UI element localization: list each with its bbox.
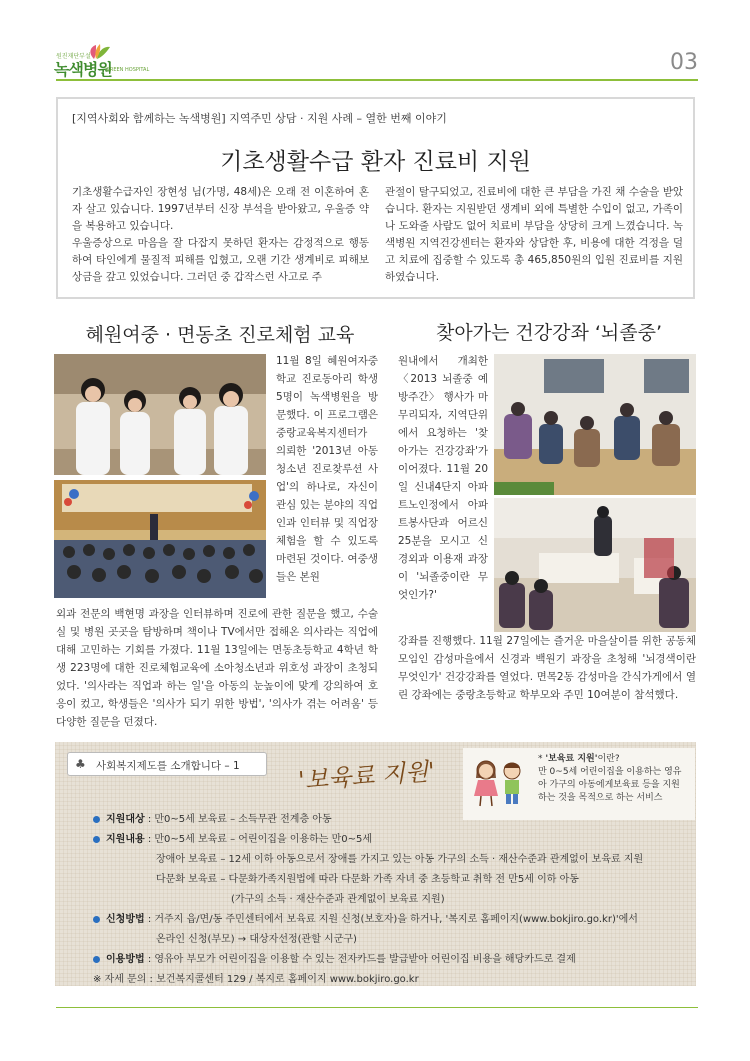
footer-divider: [56, 1007, 698, 1008]
article-text-bottom: 강좌를 진행했다. 11월 27일에는 즐거운 마을살이를 위한 공동체모임인 감성마을에서 신경과 백원기 과장을 초청해 '뇌경색이란 무엇인가' 건강강좌를 열었다. 면목2동 감성마을 간식가게에서 열린 강좌에는 중랑초등학교 학부모와 주민 10여분이 참석했다.: [398, 635, 696, 701]
list-item: [231, 890, 445, 910]
note-title: '보육료 지원': [545, 754, 598, 764]
item-text: : 만0~5세 보육료 – 어린이집을 이용하는 만0~5세: [144, 834, 373, 845]
photo-seniors-lecture: [494, 354, 696, 495]
logo-tagline: 원진재단부설: [56, 53, 91, 60]
photo-community-lecture: [494, 498, 696, 632]
clover-icon: ♣: [75, 757, 86, 771]
item-label: 신청방법: [106, 914, 145, 925]
note-text: 만 0~5세 어린이집을 이용하는 영유아 가구의 아동에게보육료 등을 지원하는 것을 목적으로 하는 서비스: [538, 767, 682, 803]
item-label: 이용방법: [106, 954, 145, 965]
article-kicker: [지역사회와 함께하는 녹색병원] 지역주민 상담 · 지원 사례 – 열한 번째 이야기: [72, 112, 447, 125]
article-title: 기초생활수급 환자 진료비 지원: [220, 149, 531, 175]
section-title-career: 혜원여중 · 면동초 진로체험 교육: [85, 324, 355, 346]
bullet-icon: [93, 816, 100, 823]
item-text: 다문화 보육료 – 다문화가족지원법에 따라 다문화 가족 자녀 중 초등학교 취학 전 만5세 이하 아동: [156, 874, 579, 885]
list-item: [93, 910, 638, 930]
item-label: 지원내용: [106, 834, 145, 845]
logo-english: GREEN HOSPITAL: [106, 67, 150, 73]
list-item: [93, 950, 576, 970]
header-divider: [56, 79, 698, 81]
paragraph: 우울증상으로 마음을 잘 다잡지 못하던 환자는 감정적으로 행동하여 타인에게 물질적 피해를 입혔고, 오랜 기간 생계비로 피해보상금을 갚고 있었습니다. 그러던 중 갑작스런 사고로 주: [72, 237, 369, 283]
photo-students: [54, 354, 266, 475]
welfare-title: '보육료 지원': [297, 757, 436, 795]
bullet-icon: [93, 956, 100, 963]
item-text: : 영유아 부모가 어린이집을 이용할 수 있는 전자카드를 발급받아 어린이집 비용을 해당카드로 결제: [144, 954, 576, 965]
section-title-lecture: 찾아가는 건강강좌 ‘뇌졸중’: [435, 322, 663, 344]
article-column-left: [72, 184, 369, 286]
item-text: (가구의 소득 · 재산수준과 관계없이 보육료 지원): [231, 894, 445, 905]
item-label: 지원대상: [106, 814, 145, 825]
article-text-side: 원내에서 개최한 〈2013 뇌졸중 예방주간〉 행사가 마무리되자, 지역단위에서 요청하는 '찾아가는 건강강좌'가 이어졌다. 11월 20일 신내4단지 아파트노인정에서 아파트봉사단과 어르신 25분을 모시고 신경외과 이용재 과장이 '뇌졸중이란 무엇인가?': [398, 355, 488, 601]
contact-line: ※ 자세 문의 : 보건복지콜센터 129 / 복지로 홈페이지 www.bokjiro.go.kr: [93, 974, 419, 985]
note-heading: * '보육료 지원'이란?: [538, 754, 620, 764]
list-item: [156, 870, 579, 890]
series-tab-label: 사회복지제도를 소개합니다 – 1: [96, 760, 240, 772]
article-column-right: [385, 184, 683, 286]
bullet-icon: [93, 916, 100, 923]
welfare-definition-note: [538, 753, 688, 805]
item-text: : 만0~5세 보육료 – 소득무관 전계층 아동: [144, 814, 332, 825]
page-number: 03: [670, 50, 698, 75]
list-item: [156, 930, 357, 950]
article-text-side: 11월 8일 혜원여자중학교 진로동아리 학생 5명이 녹색병원을 방문했다. 이 프로그램은 중랑교육복지센터가 의뢰한 '2013년 아동 청소년 진로찾루션 사업'의 하나로, 자신이 관심 있는 분야의 직업인과 인터뷰 및 직업장 체험을 할 수 있도록 마련된 것이다. 여중생들은 본원: [276, 355, 378, 583]
item-text: 장애아 보육료 – 12세 이하 아동으로서 장애를 가지고 있는 아동 가구의 소득 · 재산수준과 관계없이 보육료 지원: [156, 854, 644, 865]
list-item: [156, 850, 643, 870]
list-item: [93, 830, 372, 850]
photo-classroom: [54, 480, 266, 598]
paragraph: 관절이 탈구되었고, 진료비에 대한 큰 부담을 가진 채 수술을 받았습니다. 환자는 지원받던 생계비 외에 특별한 수입이 없고, 가족이나 도와줄 사람도 없어 치료비 부담을 상당히 크게 느꼈습니다. 녹색병원 지역건강센터는 환자와 상담한 후, 비용에 대한 걱정을 덜고 치료에 집중할 수 있도록 총 465,850원의 입원 진료비를 지원하였습니다.: [385, 186, 683, 283]
article-text-bottom: 외과 전문의 백현명 과장을 인터뷰하며 진로에 관한 질문을 했고, 수술실 및 병원 곳곳을 탐방하며 책이나 TV에서만 접해온 의사라는 직업에 대해 고민하는 기회를 가졌다. 11월 13일에는 면동초등학교 4학년 학생 223명에 대한 진로체험교육에 소아청소년과 위호성 과장이 초청되었다. '의사라는 직업과 하는 일'을 아동의 눈높이에 맞게 강의하여 호응이 컸고, 학생들은 '의사가 되기 위한 방법', '의사가 겪는 어려움' 등 다양한 질문을 던졌다.: [56, 608, 378, 728]
children-illustration-icon: [468, 756, 532, 812]
list-item: [93, 810, 332, 830]
paragraph: 기초생활수급자인 장현성 님(가명, 48세)은 오래 전 이혼하여 혼자 살고 있습니다. 1997년부터 신장 부석을 받아왔고, 우울증 약을 복용하고 있습니다.: [72, 186, 369, 232]
note-suffix: 이란?: [597, 754, 620, 764]
item-text: : 거주지 읍/면/동 주민센터에서 보육료 지원 신청(보호자)을 하거나, '복지로 홈페이지(www.bokjiro.go.kr)'에서: [144, 914, 638, 925]
logo-text: 녹색병원: [54, 60, 112, 79]
item-text: 온라인 신청(부모) → 대상자선정(관할 시군구): [156, 934, 357, 945]
bullet-icon: [93, 836, 100, 843]
